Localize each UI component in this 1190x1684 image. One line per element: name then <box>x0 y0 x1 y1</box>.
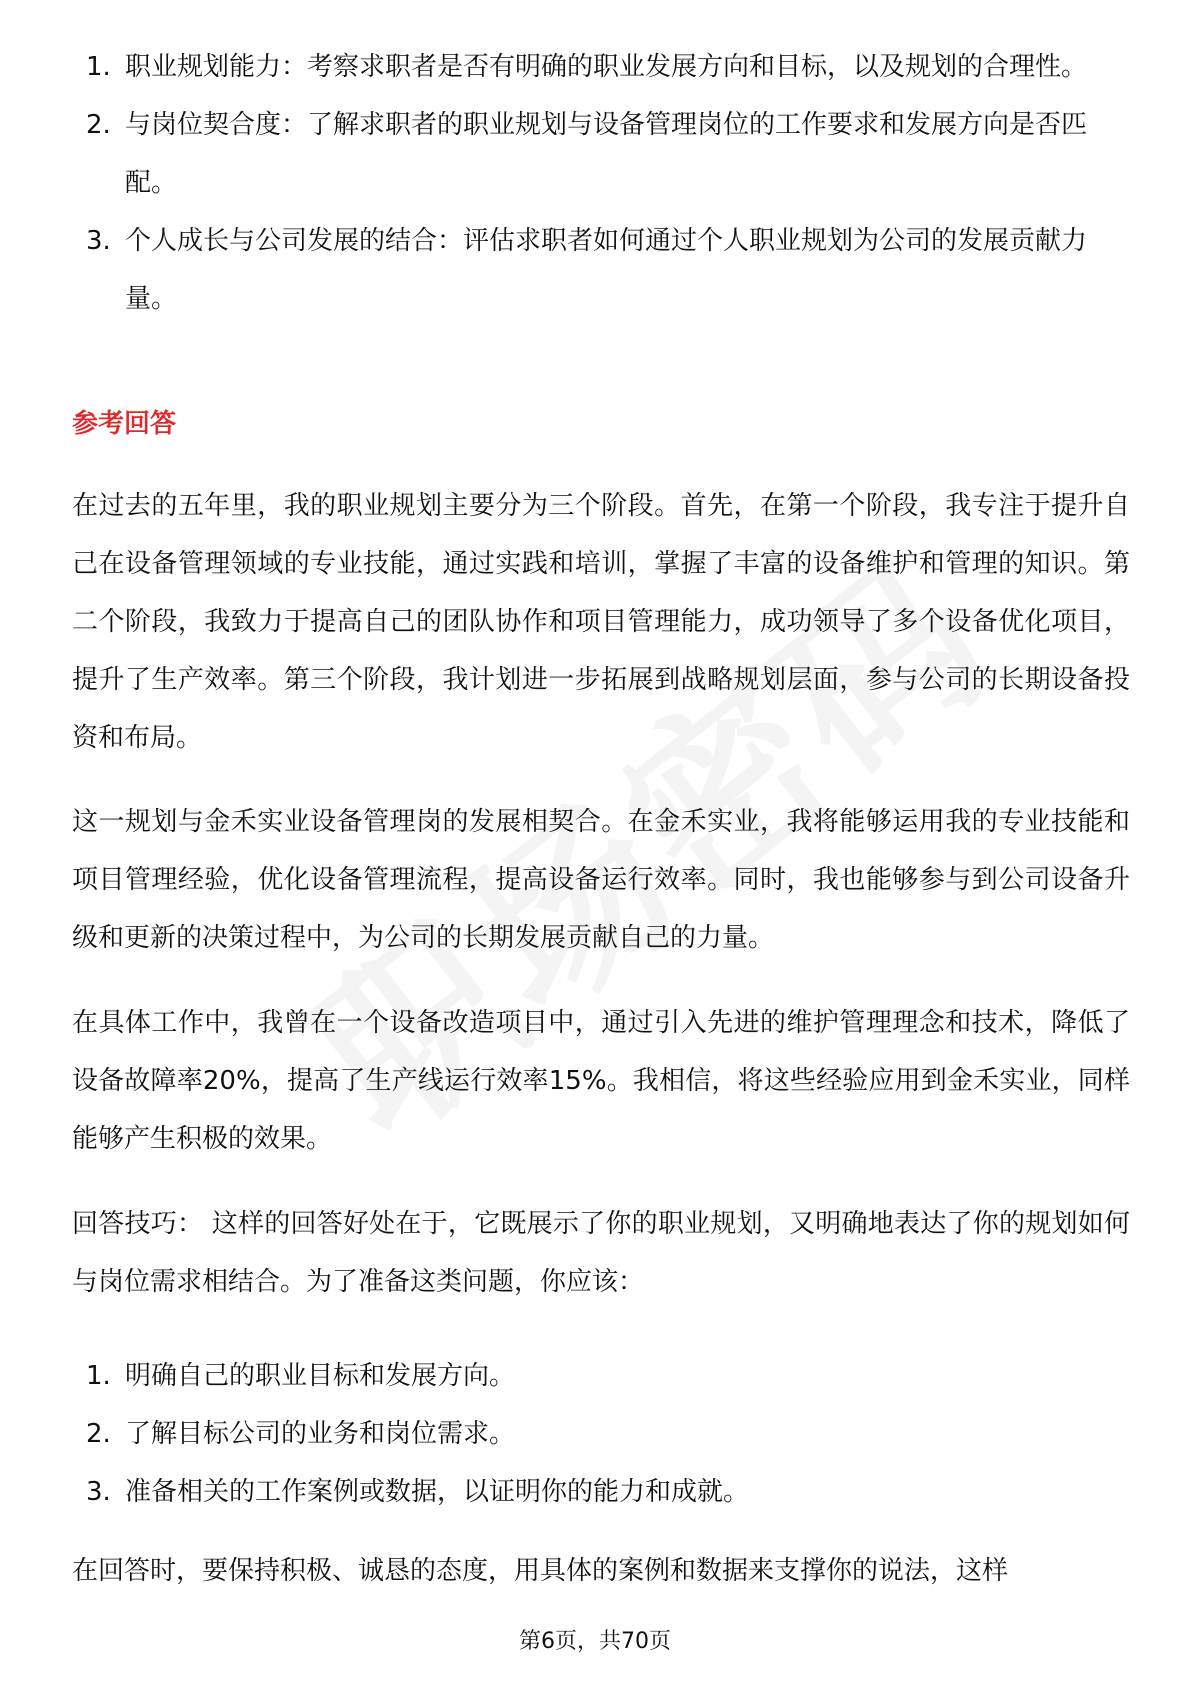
section-heading: 参考回答 <box>72 409 177 439</box>
answer-paragraph-1: 在过去的五年里，我的职业规划主要分为三个阶段。首先，在第一个阶段，我专注于提升自己在设备管理领域的专业技能，通过实践和培训，掌握了丰富的设备维护和管理的知识。第二个阶段，我致力于提高自己的团队协作和项目管理能力，成功领导了多个设备优化项目，提升了生产效率。第三个阶段，我计划进一步拓展到战略规划层面，参与公司的长期设备投资和布局。 <box>72 491 1130 753</box>
list-item-text: 明确自己的职业目标和发展方向。 <box>125 1361 516 1391</box>
list-item-text: 了解目标公司的业务和岗位需求。 <box>125 1419 516 1449</box>
list-item-text: 职业规划能力：考察求职者是否有明确的职业发展方向和目标，以及规划的合理性。 <box>125 52 1088 82</box>
list-item-number: 3. <box>86 1477 111 1507</box>
list-item-text: 准备相关的工作案例或数据，以证明你的能力和成就。 <box>125 1477 750 1507</box>
list-item-text: 与岗位契合度：了解求职者的职业规划与设备管理岗位的工作要求和发展方向是否匹配。 <box>125 110 1088 198</box>
list-item-number: 1. <box>86 1361 111 1391</box>
list-item <box>72 1347 1132 1405</box>
list-item-number: 3. <box>86 226 111 256</box>
list-item <box>72 38 1132 96</box>
list-item <box>72 96 1132 212</box>
list-item-number: 1. <box>86 52 111 82</box>
list-item <box>72 1405 1132 1463</box>
answer-paragraph-2: 这一规划与金禾实业设备管理岗的发展相契合。在金禾实业，我将能够运用我的专业技能和项目管理经验，优化设备管理流程，提高设备运行效率。同时，我也能够参与到公司设备升级和更新的决策过程中，为公司的长期发展贡献自己的力量。 <box>72 807 1130 953</box>
page-number-footer: 第6页，共70页 <box>519 1629 671 1654</box>
criteria-list <box>72 38 1132 328</box>
answer-paragraph-3: 在具体工作中，我曾在一个设备改造项目中，通过引入先进的维护管理理念和技术，降低了设备故障率20%，提高了生产线运行效率15%。我相信，将这些经验应用到金禾实业，同样能够产生积极的效果。 <box>72 1008 1130 1154</box>
closing-paragraph: 在回答时，要保持积极、诚恳的态度，用具体的案例和数据来支撑你的说法，这样 <box>72 1556 1009 1586</box>
tips-paragraph: 回答技巧： 这样的回答好处在于，它既展示了你的职业规划，又明确地表达了你的规划如何与岗位需求相结合。为了准备这类问题，你应该： <box>72 1209 1130 1297</box>
list-item-number: 2. <box>86 1419 111 1449</box>
list-item <box>72 1463 1132 1521</box>
list-item <box>72 212 1132 328</box>
tips-list <box>72 1347 1132 1521</box>
list-item-number: 2. <box>86 110 111 140</box>
list-item-text: 个人成长与公司发展的结合：评估求职者如何通过个人职业规划为公司的发展贡献力量。 <box>125 226 1088 314</box>
